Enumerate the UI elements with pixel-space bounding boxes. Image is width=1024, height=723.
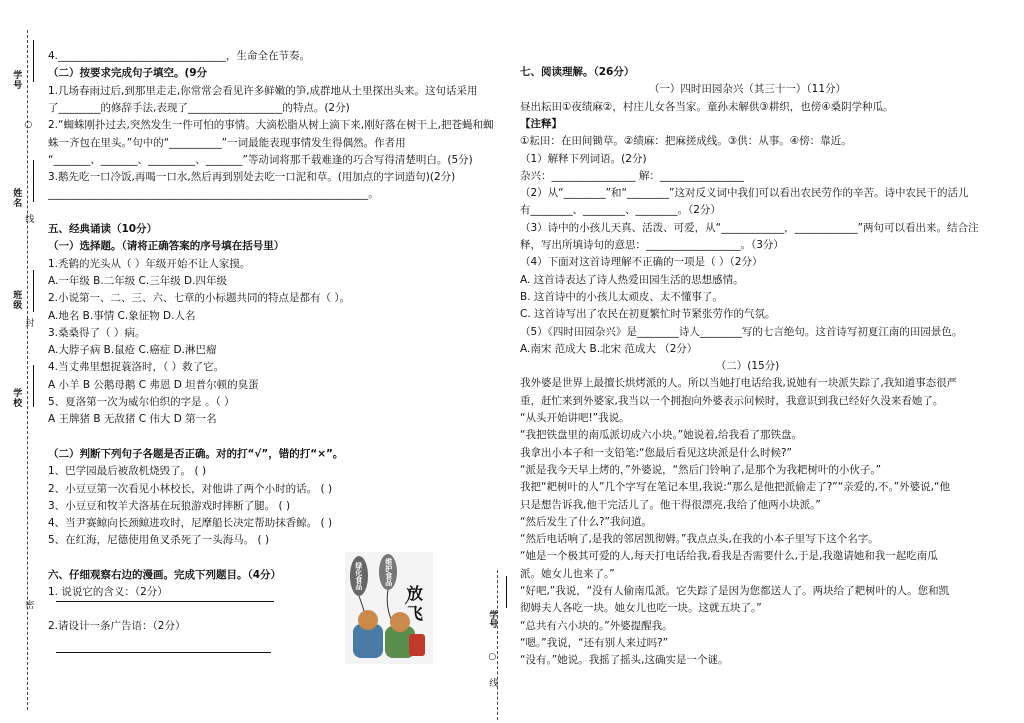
text-line: “然后电话响了,是我的邻居凯彻姆。”我点点头,在我的小本子里写下这个名字。 — [520, 533, 879, 546]
mid-margin-label-student-id: 学号 — [487, 610, 498, 628]
text-line: A. 这首诗表达了诗人热爱田园生活的思想感情。 — [520, 273, 744, 286]
fold-line — [497, 570, 498, 720]
backpack — [409, 634, 425, 656]
margin-fill-line — [33, 270, 34, 312]
text-line: 只是想告诉我,他干完活儿了。他干得很漂亮,我给了他两小块派。” — [520, 498, 821, 511]
margin-mark: ○ — [23, 120, 34, 131]
text-line: 2、小豆豆第一次看见小林校长，对他讲了两个小时的话。 ( ) — [48, 482, 333, 495]
text-line: B. 这首诗中的小孩儿太顽皮、太不懂事了。 — [520, 290, 723, 303]
text-line: A.地名 B.事情 C.象征物 D.人名 — [48, 309, 196, 322]
ad-slogan-question: 2.请设计一条广告语：（2分） — [48, 620, 186, 632]
text-line: 2.小说第一、二、三、六、七章的小标题共同的特点是都有（ ）。 — [48, 292, 351, 305]
margin-mark: 线 — [23, 214, 34, 224]
text-line: （1）解释下列词语。(2分) — [520, 152, 647, 165]
text-line: “总共有六小块的。”外婆提醒我。 — [520, 619, 673, 632]
text-line: “派是我今天早上烤的，”外婆说，“然后门铃响了,是那个为我耙树叶的小伙子。” — [520, 463, 882, 476]
text-line: A.南宋 范成大 B.北宋 范成大 （2分） — [520, 342, 698, 355]
section-heading: （二）按要求完成句子填空。(9分 — [48, 67, 208, 80]
text-line: （二）(15分) — [715, 360, 780, 373]
text-line: （3）诗中的小孩儿天真、活泼、可爱，从“____________，____________”两句可以看出来。结合注 — [520, 221, 979, 234]
balloon-label-left: 绿化食品 — [354, 562, 363, 590]
answer-line-meaning[interactable] — [56, 600, 274, 602]
text-line: 我外婆是世界上最擅长烘烤派的人。所以当她打电话给我,说她有一块派失踪了,我知道事态很严 — [520, 377, 958, 390]
text-line: “然后发生了什么?”我问道。 — [520, 515, 652, 528]
text-line: “她是一个极其可爱的人,每天打电话给我,看我是否需要什么,于是,我邀请她和我一起吃南瓜 — [520, 550, 938, 563]
mid-margin-mark: ○ — [487, 652, 498, 662]
answer-line-slogan[interactable] — [56, 651, 271, 653]
text-line: （2）从“________”和“________”这对反义词中我们可以看出农民劳作的辛苦。诗中农民干的活儿 — [520, 187, 969, 200]
text-line: 我拿出小本子和一支铅笔:“您最后看见这块派是什么时候?” — [520, 446, 792, 459]
text-line: 昼出耘田①夜绩麻②，村庄儿女各当家。童孙未解供③耕织，也傍④桑阴学种瓜。 — [520, 100, 894, 113]
margin-fill-line — [33, 365, 34, 407]
binding-margin — [0, 0, 42, 723]
section-heading: （一）选择题。（请将正确答案的序号填在括号里） — [48, 240, 285, 253]
text-line: _____________________________________________________________。 — [48, 188, 379, 201]
margin-label-name: 姓名 — [11, 188, 22, 208]
text-line: 有________、________、________。（2分） — [520, 204, 721, 217]
text-line: 杂兴：________________ 解：________________ — [520, 169, 744, 182]
text-line: 4、当尹赛鲸向长颈鲸进攻时，尼摩船长决定帮助抹香鲸。 ( ) — [48, 517, 333, 530]
section-heading: 【注释】 — [520, 117, 562, 130]
text-line: 彻姆夫人各吃一块。她女儿也吃一块。这就五块了。” — [520, 602, 762, 615]
text-line: 重，赶忙来到外婆家,我当以一个拥抱向外婆表示问候时，我意识到我已经好久没来看她了。 — [520, 394, 944, 407]
section-heading: （二）判断下列句子各题是否正确。对的打“√”，错的打“×”。 — [48, 447, 344, 460]
text-line: A 小羊 B 公鹅母鹅 C 弗恩 D 坦普尔顿的臭蛋 — [48, 378, 259, 391]
text-line: 4.当丈弗里想捉蓑洛时，（ ）救了它。 — [48, 361, 225, 374]
text-line: （一）四时田园杂兴（其三十一）（11分） — [648, 83, 847, 96]
text-line: C. 这首诗写出了农民在初夏繁忙时节紧张劳作的气氛。 — [520, 308, 776, 321]
text-line: 5、夏洛第一次为威尔伯织的字是 。（ ） — [48, 396, 235, 408]
text-line: “好吧,”我说，“没有人偷南瓜派。它失踪了是因为您都送人了。两块给了耙树叶的人。您和凯 — [520, 585, 950, 597]
section-heading: 七、阅读理解。（26分） — [520, 66, 635, 78]
text-line: 5、在红海，尼德使用鱼叉杀死了一头海马。 ( ) — [48, 534, 270, 547]
text-line: 2.“蜘蛛刚扑过去,突然发生一件可怕的事情。大滴松脂从树上滴下来,刚好落在树干上,把苍蝇和蜘 — [48, 119, 494, 132]
text-line: 释，写出所填诗句的意思：__________________。（3分） — [520, 239, 784, 251]
margin-fill-line — [33, 40, 34, 82]
mid-margin-mark: 线 — [487, 678, 498, 687]
text-line: A.大脖子病 B.鼠疮 C.癌症 D.淋巴瘤 — [48, 344, 217, 357]
text-line: 我把“耙树叶的人”几个字写在笔记本里,我说:“那么是他把派偷走了?”“亲爱的,不。”外婆说,“他 — [520, 481, 950, 494]
margin-mark: 封 — [23, 318, 34, 328]
text-line: A.一年级 B.二年级 C.三年级 D.四年级 — [48, 274, 227, 287]
text-line: （5）《四时田园杂兴》是________诗人________写的七言绝句。这首诗写初夏江南的田园景色。 — [520, 325, 963, 338]
comic-illustration — [345, 552, 433, 664]
text-line: 1.几场春雨过后,到那里走走,你常常会看见许多鲜嫩的笋,成群地从土里探出头来。这句话采用 — [48, 84, 478, 97]
middle-binding-margin — [486, 570, 510, 720]
text-line: 3.鹅先吃一口冷饭,再喝一口水,然后再到别处去吃一口泥和草。(用加点的字词造句)(2分) — [48, 171, 456, 184]
text-line: 1、巴学园最后被敌机烧毁了。 ( ) — [48, 465, 207, 478]
text-line: 蛛一齐包在里头。”句中的“__________”一词最能表现事情发生得偶然。作者用 — [48, 136, 406, 149]
margin-fill-line — [33, 160, 34, 202]
text-line: A 王牌猪 B 无敌猪 C 伟大 D 第一名 — [48, 413, 217, 426]
text-line: 1. 说说它的含义：（2分） — [48, 586, 168, 599]
text-line: ①耘田：在田间锄草。②绩麻：把麻搓成线。③供：从事。④傍：靠近。 — [520, 135, 852, 148]
margin-label-school: 学校 — [11, 388, 22, 408]
text-line: 4.________________________________，生命全在节奏。 — [48, 50, 311, 62]
text-line: “没有。”她说。我摇了摇头,这确实是一个谜。 — [520, 654, 729, 667]
child-left-head — [358, 610, 378, 630]
margin-label-student-id: 学号 — [11, 70, 22, 90]
text-line: 1.秃鹤的光头从（ ）年级开始不让人家摸。 — [48, 257, 251, 270]
balloon-label-right: 维护食品 — [384, 558, 393, 586]
text-line: “嗯。”我说，“还有别人来过吗?” — [520, 636, 669, 649]
text-line: “_______、_______、_________、_______”等动词将那千载难逢的巧合写得清楚明白。(5分) — [48, 153, 473, 166]
text-line: 3.桑桑得了（ ）病。 — [48, 326, 146, 339]
text-line: “从头开始讲吧!”我说。 — [520, 412, 630, 424]
text-line: 派。她女儿也来了。” — [520, 567, 615, 580]
margin-label-class: 班级 — [11, 290, 22, 310]
comic-title: 放飞 — [407, 584, 424, 623]
mid-margin-fill-line — [506, 576, 507, 608]
section-heading: 六、仔细观察右边的漫画。完成下列题目。（4分） — [48, 569, 282, 581]
text-line: 了________的修辞手法,表现了__________________的特点。(2分) — [48, 101, 350, 114]
text-line: “我把铁盘里的南瓜派切成六小块。”她说着,给我看了那铁盘。 — [520, 429, 802, 442]
section-heading: 五、经典诵读（10分） — [48, 223, 158, 235]
text-line: 3、小豆豆和牧羊犬洛基在玩狼游戏时摔断了腿。 ( ) — [48, 499, 291, 512]
margin-mark: 密 — [23, 600, 34, 610]
text-line: （4）下面对这首诗理解不正确的一项是（ ）（2分） — [520, 256, 763, 269]
